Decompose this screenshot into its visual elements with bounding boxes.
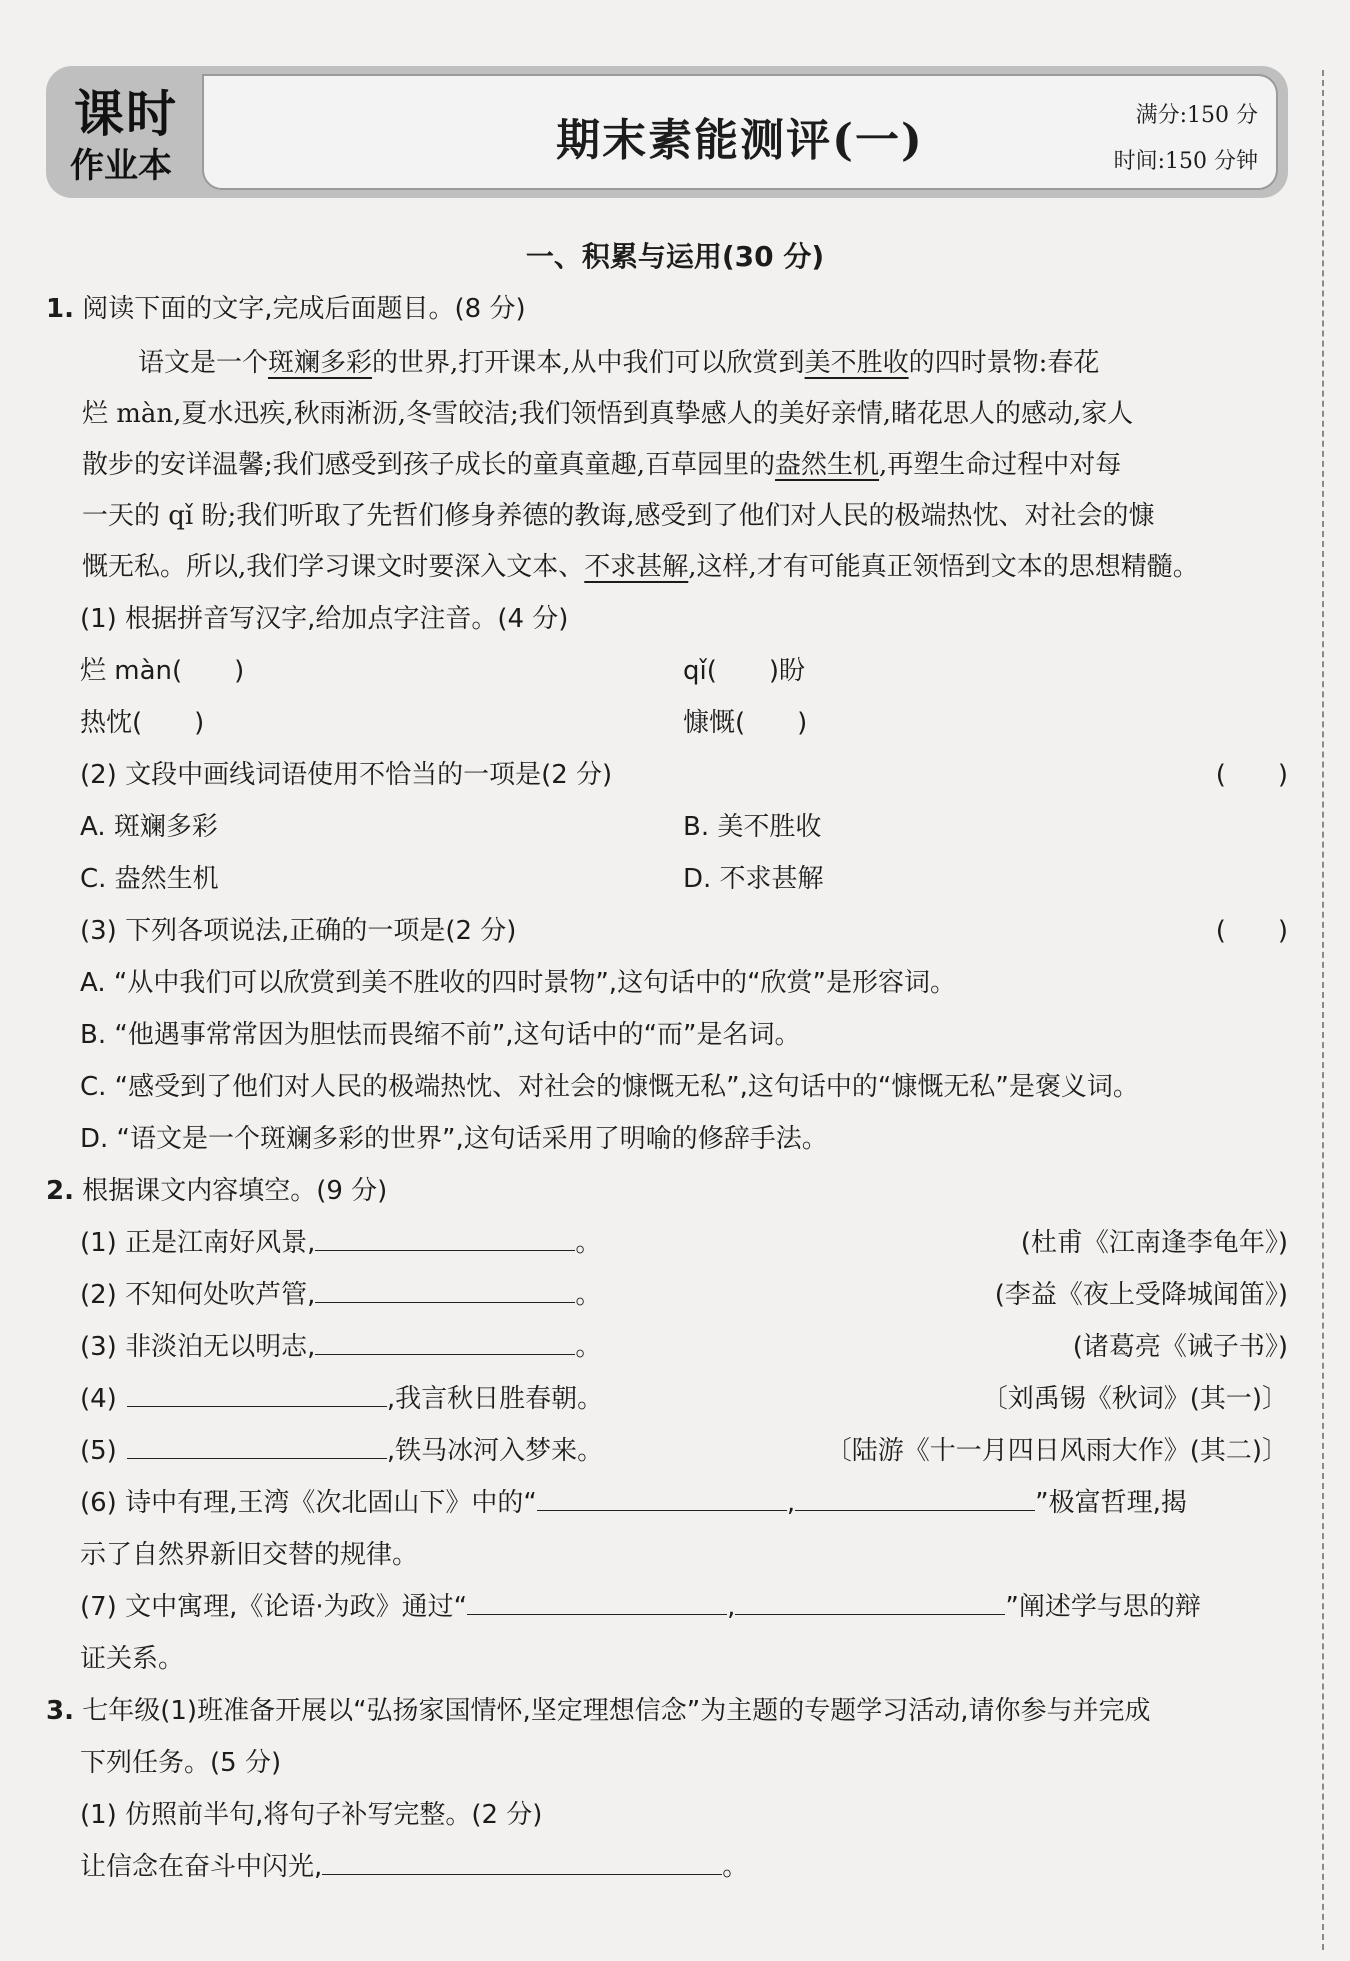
option-c[interactable]: C. 盎然生机 [80,864,219,894]
binding-line [1322,70,1324,1950]
passage-line: 语文是一个斑斓多彩的世界,打开课本,从中我们可以欣赏到美不胜收的四时景物:春花 [138,348,1100,378]
fill-item: (4) ,我言秋日胜春朝。 [80,1384,604,1414]
logo-text-2: 作业本 [70,146,172,186]
underlined-word: 不求甚解 [584,552,689,582]
answer-blank[interactable] [322,1852,722,1875]
fill-item: (5) ,铁马冰河入梦来。 [80,1436,604,1466]
fill-item: (3) 非淡泊无以明志, 。 [80,1332,602,1362]
fill-item: (7) 文中寓理,《论语·为政》通过“ , ”阐述学与思的辩 [80,1592,1201,1622]
answer-blank[interactable] [315,1332,575,1355]
answer-blank[interactable] [795,1488,1035,1511]
fill-item: 让信念在奋斗中闪光, 。 [80,1852,749,1882]
option-c[interactable]: C. “感受到了他们对人民的极端热忱、对社会的慷慨无私”,这句话中的“慷慨无私”是褒义词。 [80,1072,1139,1102]
source: 〔刘禹锡《秋词》(其一)〕 [981,1384,1288,1414]
sub-question-2-stem: (2) 文段中画线词语使用不恰当的一项是(2 分) [80,760,613,790]
section-title: 一、积累与运用(30 分) [525,240,825,273]
question-2 [46,1170,387,1207]
pinyin-item[interactable]: 热忱( ) [80,708,205,738]
source: (李益《夜上受降城闻笛》) [994,1280,1288,1310]
source: (杜甫《江南逢李龟年》) [1020,1228,1288,1258]
full-score: 满分:150 分 [1135,103,1258,128]
title-box [202,74,1278,190]
fill-item: (1) 正是江南好风景, 。 [80,1228,602,1258]
passage-line: 一天的 qǐ 盼;我们听取了先哲们修身养德的教诲,感受到了他们对人民的极端热忱、对社会的慷 [82,501,1155,531]
source: (诸葛亮《诫子书》) [1072,1332,1288,1362]
fill-item-continued: 示了自然界新旧交替的规律。 [80,1540,419,1570]
answer-blank[interactable] [315,1280,575,1303]
question-stem: 阅读下面的文字,完成后面题目。(8 分) [82,294,526,324]
pinyin-item[interactable]: qǐ( )盼 [683,656,806,686]
question-number: 1. [46,294,74,324]
question-number: 2. [46,1176,74,1206]
sub-question-3-stem: (3) 下列各项说法,正确的一项是(2 分) [80,916,517,946]
underlined-word: 斑斓多彩 [268,348,373,378]
exam-time: 时间:150 分钟 [1113,149,1258,174]
answer-blank[interactable] [127,1436,387,1459]
answer-paren[interactable]: ( ) [1215,760,1288,790]
fill-item-continued: 证关系。 [80,1644,185,1674]
question-stem: 七年级(1)班准备开展以“弘扬家国情怀,坚定理想信念”为主题的专题学习活动,请你参与并完成 [82,1696,1151,1726]
option-d[interactable]: D. “语文是一个斑斓多彩的世界”,这句话采用了明喻的修辞手法。 [80,1124,828,1154]
source: 〔陆游《十一月四日风雨大作》(其二)〕 [825,1436,1288,1466]
question-stem: 根据课文内容填空。(9 分) [82,1176,388,1206]
sub-question-1-stem: (1) 根据拼音写汉字,给加点字注音。(4 分) [80,604,569,634]
answer-blank[interactable] [735,1592,1005,1615]
sub-question-1-stem: (1) 仿照前半句,将句子补写完整。(2 分) [80,1800,543,1830]
header-banner [46,66,1288,198]
question-stem-continued: 下列任务。(5 分) [80,1748,282,1778]
answer-blank[interactable] [537,1488,787,1511]
question-3 [46,1690,1151,1727]
fill-item: (6) 诗中有理,王湾《次北固山下》中的“ , ”极富哲理,揭 [80,1488,1187,1518]
underlined-word: 美不胜收 [804,348,909,378]
pinyin-item[interactable]: 慷慨( ) [683,708,808,738]
fill-item: (2) 不知何处吹芦管, 。 [80,1280,602,1310]
answer-paren[interactable]: ( ) [1215,916,1288,946]
answer-blank[interactable] [127,1384,387,1407]
pinyin-item[interactable]: 烂 màn( ) [80,656,245,686]
page-title: 期末素能测评(一) [556,115,924,166]
passage-line: 慨无私。所以,我们学习课文时要深入文本、不求甚解,这样,才有可能真正领悟到文本的思想精髓。 [82,552,1199,582]
answer-blank[interactable] [315,1228,575,1251]
answer-blank[interactable] [467,1592,727,1615]
reading-passage [82,338,1290,593]
question-number: 3. [46,1696,74,1726]
option-b[interactable]: B. “他遇事常常因为胆怯而畏缩不前”,这句话中的“而”是名词。 [80,1020,801,1050]
passage-line: 散步的安详温馨;我们感受到孩子成长的童真童趣,百草园里的盎然生机,再塑生命过程中对每 [82,450,1122,480]
question-1 [46,288,526,325]
option-b[interactable]: B. 美不胜收 [683,812,822,842]
option-a[interactable]: A. “从中我们可以欣赏到美不胜收的四时景物”,这句话中的“欣赏”是形容词。 [80,968,957,998]
option-d[interactable]: D. 不求甚解 [683,864,824,894]
passage-line: 烂 màn,夏水迅疾,秋雨淅沥,冬雪皎洁;我们领悟到真挚感人的美好亲情,睹花思人的感动,家人 [82,399,1134,429]
underlined-word: 盎然生机 [775,450,880,480]
option-a[interactable]: A. 斑斓多彩 [80,812,218,842]
logo-text-1: 课时 [74,85,178,143]
